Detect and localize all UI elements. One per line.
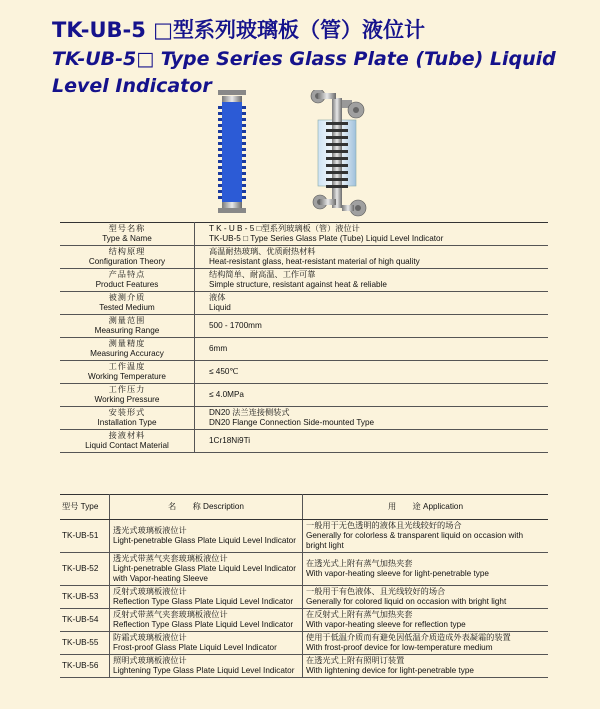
spec-label (60, 269, 195, 292)
spec-label-cn: 安装形式 (108, 408, 146, 417)
product-photo (200, 90, 400, 225)
model-type: TK-UB-56 (60, 655, 110, 678)
spec-value (195, 361, 549, 384)
header-type: 型号 Type (60, 495, 110, 520)
model-application-en: Generally for colorless & transparent liquid on occasion with bright light (306, 531, 524, 550)
spec-label-cn: 工作温度 (108, 362, 146, 371)
spec-label (60, 338, 195, 361)
spec-row (60, 315, 548, 338)
spec-value-cn: 液体 (209, 293, 226, 302)
model-description (110, 609, 303, 632)
spec-label-cn: 产品特点 (108, 270, 146, 279)
spec-label-cn: 接液材料 (108, 431, 146, 440)
header-description: 名 称 Description (110, 495, 303, 520)
spec-value (195, 269, 549, 292)
model-application-en: With vapor-heating sleeve for reflection type (306, 620, 466, 629)
spec-label (60, 430, 195, 453)
spec-value-en: 500 - 1700mm (209, 321, 262, 330)
page-title-english: TK-UB-5□ Type Series Glass Plate (Tube) Liquid Level Indicator (52, 48, 556, 97)
model-row (60, 520, 548, 553)
spec-label (60, 361, 195, 384)
spec-label (60, 407, 195, 430)
model-application-en: With vapor-heating sleeve for light-penetrable type (306, 569, 489, 578)
model-row (60, 586, 548, 609)
spec-value (195, 384, 549, 407)
spec-label-cn: 被测介质 (108, 293, 146, 302)
spec-label-en: Measuring Range (94, 326, 160, 335)
model-application-cn: 在反射式上附有蒸气加热夹套 (306, 610, 413, 619)
model-type: TK-UB-54 (60, 609, 110, 632)
spec-row (60, 338, 548, 361)
spec-label-cn: 测量范围 (108, 316, 146, 325)
model-description-cn: 反射式带蒸气夹套玻璃板液位计 (113, 610, 228, 619)
model-type: TK-UB-52 (60, 553, 110, 586)
model-description-cn: 防霜式玻璃板液位计 (113, 633, 187, 642)
model-description-cn: 透光式带蒸气夹套玻璃板液位计 (113, 554, 228, 563)
spec-value-cn: 结构简单、耐高温、工作可靠 (209, 270, 316, 279)
spec-label-en: Working Temperature (88, 372, 166, 381)
model-table (60, 494, 548, 678)
model-description-en: Reflection Type Glass Plate Liquid Level Indicator (113, 620, 294, 629)
gauge-left-image (218, 90, 246, 213)
model-type: TK-UB-53 (60, 586, 110, 609)
model-application-cn: 一般用于有色液体、且光线较好的场合 (306, 587, 446, 596)
spec-value-cn: T K - U B - 5 □型系列玻璃板（管）液位计 (209, 224, 360, 233)
spec-label-en: Type & Name (102, 234, 152, 243)
spec-value (195, 292, 549, 315)
model-application (303, 586, 549, 609)
spec-label-en: Installation Type (97, 418, 157, 427)
model-description (110, 553, 303, 586)
spec-label-en: Tested Medium (99, 303, 155, 312)
spec-value (195, 407, 549, 430)
spec-label (60, 223, 195, 246)
model-description (110, 632, 303, 655)
spec-value-en: Heat-resistant glass, heat-resistant material of high quality (209, 257, 420, 266)
model-row (60, 632, 548, 655)
spec-value-en: TK-UB-5 □ Type Series Glass Plate (Tube) Liquid Level Indicator (209, 234, 444, 243)
model-application-cn: 在透光式上附有蒸气加热夹套 (306, 559, 413, 568)
spec-row (60, 407, 548, 430)
spec-label-en: Configuration Theory (88, 257, 166, 266)
model-application-cn: 在透光式上附有照明订装置 (306, 656, 405, 665)
spec-label (60, 292, 195, 315)
model-description-cn: 透光式玻璃板液位计 (113, 526, 187, 535)
spec-row (60, 430, 548, 453)
model-description-en: Light-penetrable Glass Plate Liquid Level Indicator (113, 536, 296, 545)
model-application (303, 655, 549, 678)
spec-row (60, 384, 548, 407)
spec-value-cn: DN20 法兰连接侧装式 (209, 408, 290, 417)
spec-value-en: 6mm (209, 344, 228, 353)
model-application-cn: 使用于低温介质而有避免因低温介质造成外表凝霜的装置 (306, 633, 511, 642)
model-type: TK-UB-55 (60, 632, 110, 655)
model-description (110, 655, 303, 678)
model-application (303, 632, 549, 655)
model-description (110, 586, 303, 609)
spec-value-en: ≤ 450℃ (209, 367, 239, 376)
model-description (110, 520, 303, 553)
spec-value (195, 315, 549, 338)
model-description-en: Reflection Type Glass Plate Liquid Level Indicator (113, 597, 294, 606)
spec-label-en: Liquid Contact Material (85, 441, 169, 450)
specification-table (60, 222, 548, 453)
spec-value (195, 338, 549, 361)
spec-value-en: ≤ 4.0MPa (209, 390, 244, 399)
spec-value (195, 246, 549, 269)
model-application-en: Generally for colored liquid on occasion with bright light (306, 597, 507, 606)
spec-value-cn: 高温耐热玻璃、优质耐热材料 (209, 247, 316, 256)
model-application-en: With lightening device for light-penetrable type (306, 666, 474, 675)
page-title-chinese: TK-UB-5 □型系列玻璃板（管）液位计 (52, 18, 426, 42)
spec-label (60, 384, 195, 407)
model-description-en: Lightening Type Glass Plate Liquid Level Indicator (113, 666, 295, 675)
spec-value (195, 430, 549, 453)
model-application (303, 609, 549, 632)
spec-label-cn: 型号名称 (108, 224, 146, 233)
spec-label-cn: 工作压力 (108, 385, 146, 394)
spec-value-en: Simple structure, resistant against heat & reliable (209, 280, 387, 289)
spec-label-en: Product Features (95, 280, 159, 289)
spec-label-en: Working Pressure (94, 395, 160, 404)
spec-label (60, 246, 195, 269)
model-description-cn: 照明式玻璃板液位计 (113, 656, 187, 665)
spec-row (60, 292, 548, 315)
spec-row (60, 246, 548, 269)
model-application (303, 520, 549, 553)
spec-value-en: Liquid (209, 303, 231, 312)
model-description-cn: 反射式玻璃板液位计 (113, 587, 187, 596)
model-row (60, 609, 548, 632)
spec-label-cn: 测量精度 (108, 339, 146, 348)
model-description-en: Frost-proof Glass Plate Liquid Level Indicator (113, 643, 277, 652)
model-description-en: Light-penetrable Glass Plate Liquid Level Indicator with Vapor-heating Sleeve (113, 564, 296, 583)
spec-row (60, 269, 548, 292)
spec-value-en: 1Cr18Ni9Ti (209, 436, 251, 445)
model-application-cn: 一般用于无色透明的液体且光线较好的场合 (306, 521, 462, 530)
model-type: TK-UB-51 (60, 520, 110, 553)
gauge-right-image (311, 90, 366, 216)
model-row (60, 655, 548, 678)
spec-label-en: Measuring Accuracy (90, 349, 164, 358)
header-application: 用 途 Application (303, 495, 549, 520)
spec-value (195, 223, 549, 246)
spec-row (60, 223, 548, 246)
spec-value-en: DN20 Flange Connection Side-mounted Type (209, 418, 375, 427)
spec-label (60, 315, 195, 338)
spec-row (60, 361, 548, 384)
model-application-en: With frost-proof device for low-temperature medium (306, 643, 493, 652)
model-application (303, 553, 549, 586)
spec-label-cn: 结构原理 (108, 247, 146, 256)
model-row (60, 553, 548, 586)
